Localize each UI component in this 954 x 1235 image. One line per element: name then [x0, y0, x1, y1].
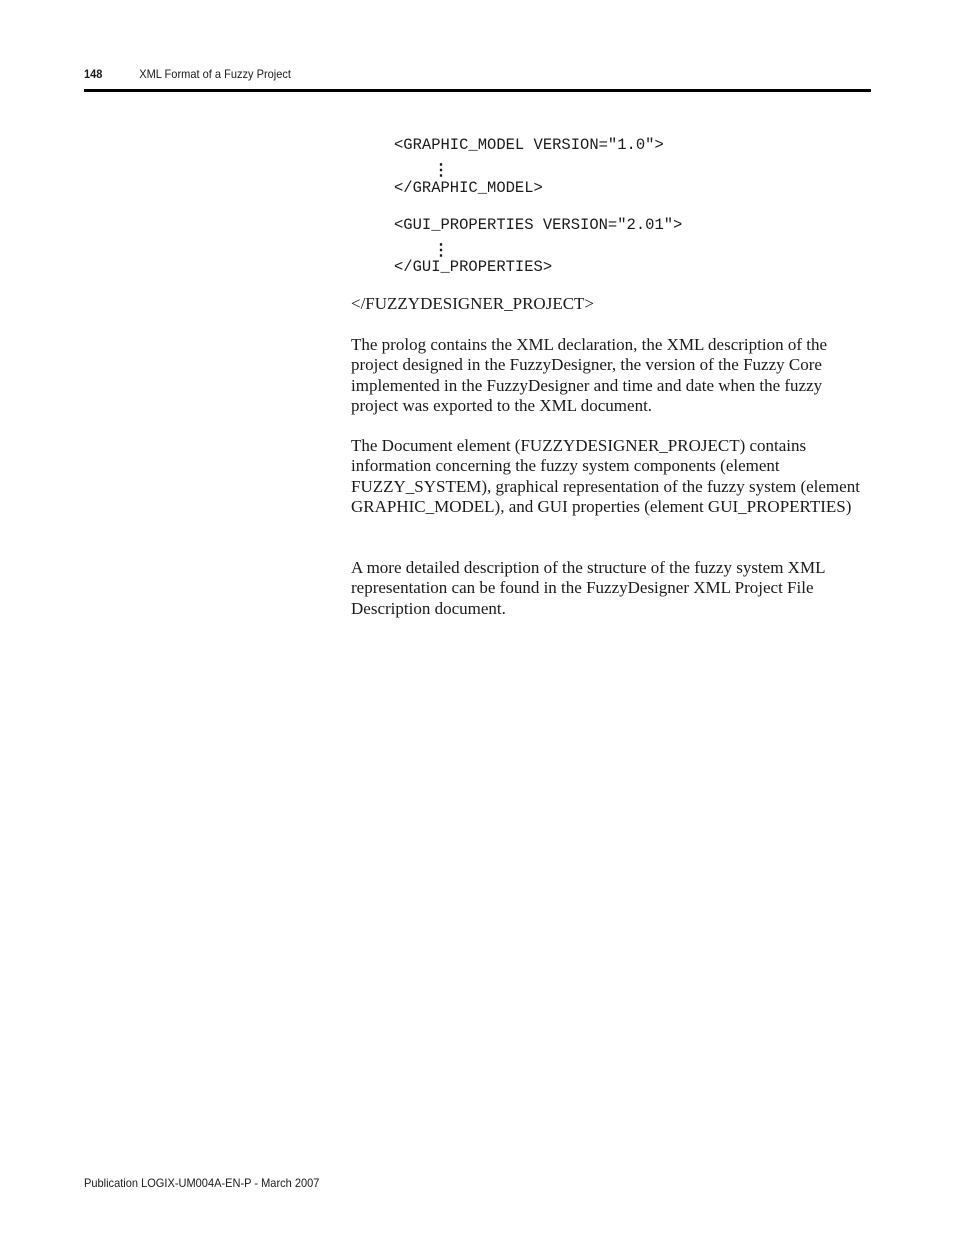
- running-title: XML Format of a Fuzzy Project: [139, 67, 291, 81]
- page-footer: Publication LOGIX-UM004A-EN-P - March 2007: [84, 1176, 320, 1190]
- paragraph-document-element: The Document element (FUZZYDESIGNER_PROJECT) contains information concerning the fuzzy system components (element FUZZY_SYSTEM), graphical representation of the fuzzy system (element GRAPHIC_MODEL), and GUI properties (element GUI_PROPERTIES): [351, 436, 860, 516]
- page-header: [84, 66, 808, 90]
- code-project-close: </FUZZYDESIGNER_PROJECT>: [351, 294, 595, 313]
- paragraph-more-details: A more detailed description of the structure of the fuzzy system XML representation can be found in the FuzzyDesigner XML Project File Description document.: [351, 558, 825, 618]
- code-graphic-model-open: <GRAPHIC_MODEL VERSION="1.0">: [394, 136, 664, 154]
- page-number: 148: [84, 67, 103, 81]
- code-ellipsis-icon: ⋮: [433, 240, 449, 259]
- code-gui-properties-open: <GUI_PROPERTIES VERSION="2.01">: [394, 216, 683, 234]
- code-graphic-model-close: </GRAPHIC_MODEL>: [394, 179, 543, 197]
- header-rule: [84, 89, 871, 92]
- code-ellipsis-icon: ⋮: [433, 160, 449, 179]
- paragraph-prolog: The prolog contains the XML declaration, the XML description of the project designed in the FuzzyDesigner, the version of the Fuzzy Core implemented in the FuzzyDesigner and time and date when the fuzzy project was exported to the XML document.: [351, 335, 828, 415]
- code-gui-properties-close: </GUI_PROPERTIES>: [394, 258, 553, 276]
